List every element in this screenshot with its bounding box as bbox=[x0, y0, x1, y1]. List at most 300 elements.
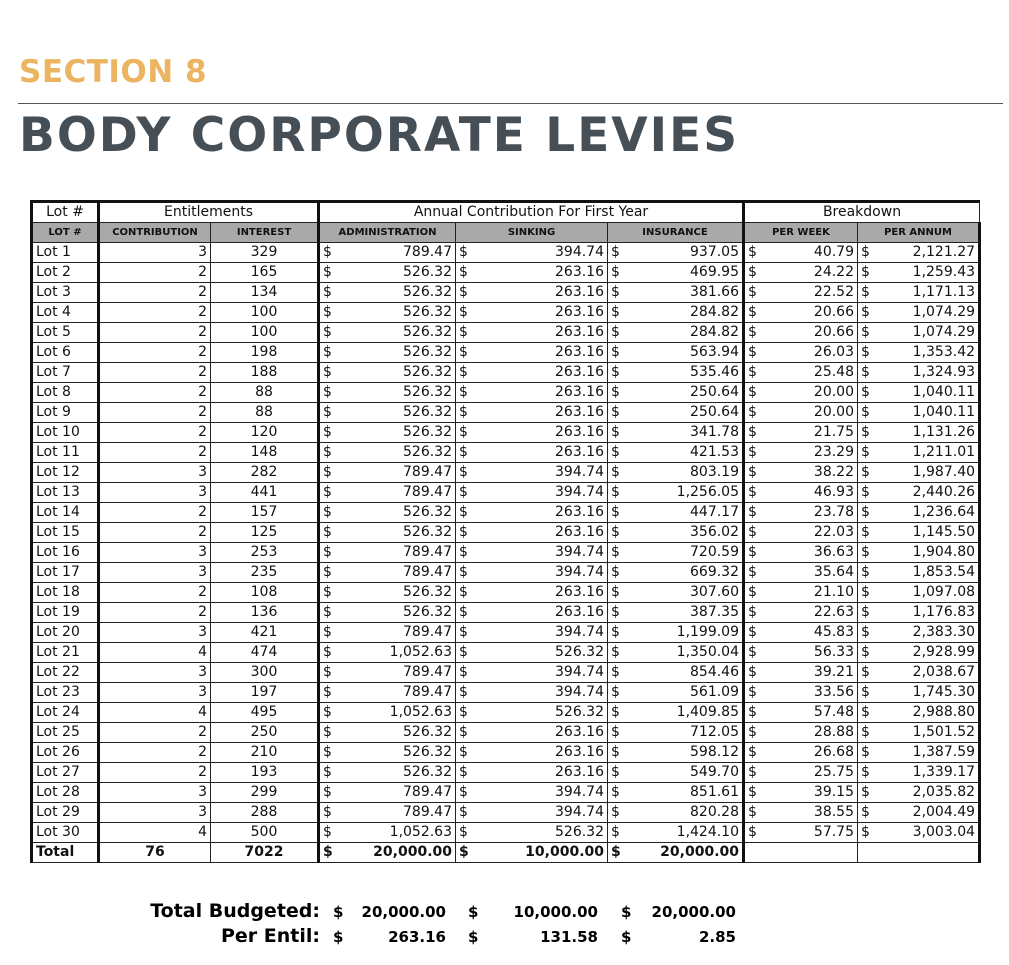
sinking-cell bbox=[456, 523, 608, 543]
interest-cell: 495 bbox=[211, 703, 319, 723]
amount: 526.32 bbox=[555, 824, 604, 840]
amount: 387.35 bbox=[690, 604, 739, 620]
currency-symbol: $ bbox=[861, 684, 870, 700]
per-week-cell bbox=[744, 263, 858, 283]
amount: 21.75 bbox=[813, 424, 854, 440]
currency-symbol: $ bbox=[323, 664, 332, 680]
currency-symbol: $ bbox=[459, 824, 468, 840]
lot-cell: Lot 20 bbox=[32, 623, 99, 643]
currency-symbol: $ bbox=[611, 564, 620, 580]
amount: 720.59 bbox=[690, 544, 739, 560]
currency-symbol: $ bbox=[459, 764, 468, 780]
currency-symbol: $ bbox=[611, 824, 620, 840]
currency-symbol: $ bbox=[323, 684, 332, 700]
currency-symbol: $ bbox=[861, 344, 870, 360]
amount: 24.22 bbox=[813, 264, 854, 280]
currency-symbol: $ bbox=[459, 464, 468, 480]
per-annum-cell bbox=[858, 403, 980, 423]
amount: 526.32 bbox=[555, 644, 604, 660]
currency-symbol: $ bbox=[323, 504, 332, 520]
amount: 263.16 bbox=[555, 424, 604, 440]
contribution-cell: 2 bbox=[99, 723, 211, 743]
table-row bbox=[32, 563, 980, 583]
interest-cell: 210 bbox=[211, 743, 319, 763]
amount: 263.16 bbox=[555, 584, 604, 600]
insurance-cell bbox=[608, 343, 744, 363]
lot-cell: Lot 16 bbox=[32, 543, 99, 563]
amount: 394.74 bbox=[555, 244, 604, 260]
amount: 56.33 bbox=[813, 644, 854, 660]
amount: 789.47 bbox=[403, 564, 452, 580]
currency-symbol: $ bbox=[748, 804, 757, 820]
amount: 526.32 bbox=[403, 604, 452, 620]
per-week-cell bbox=[744, 583, 858, 603]
per-week-cell bbox=[744, 663, 858, 683]
currency-symbol: $ bbox=[459, 664, 468, 680]
currency-symbol: $ bbox=[459, 624, 468, 640]
interest-cell: 288 bbox=[211, 803, 319, 823]
total-administration bbox=[319, 843, 456, 863]
column-header-lot: LOT # bbox=[32, 223, 99, 243]
lot-cell: Lot 9 bbox=[32, 403, 99, 423]
currency-symbol: $ bbox=[459, 784, 468, 800]
currency-symbol: $ bbox=[861, 404, 870, 420]
currency-symbol: $ bbox=[748, 564, 757, 580]
amount: 1,745.30 bbox=[912, 684, 976, 700]
currency-symbol: $ bbox=[611, 504, 620, 520]
currency-symbol: $ bbox=[323, 564, 332, 580]
currency-symbol: $ bbox=[611, 384, 620, 400]
lot-cell: Lot 10 bbox=[32, 423, 99, 443]
per-annum-cell bbox=[858, 243, 980, 263]
interest-cell: 253 bbox=[211, 543, 319, 563]
interest-cell: 188 bbox=[211, 363, 319, 383]
currency-symbol: $ bbox=[748, 504, 757, 520]
amount: 26.68 bbox=[813, 744, 854, 760]
lot-cell: Lot 13 bbox=[32, 483, 99, 503]
lot-cell: Lot 30 bbox=[32, 823, 99, 843]
amount: 1,424.10 bbox=[676, 824, 739, 840]
interest-cell: 108 bbox=[211, 583, 319, 603]
currency-symbol: $ bbox=[611, 584, 620, 600]
interest-cell: 88 bbox=[211, 383, 319, 403]
currency-symbol: $ bbox=[748, 644, 757, 660]
per-entil-value: 2.85 bbox=[698, 928, 736, 946]
currency-symbol: $ bbox=[323, 464, 332, 480]
insurance-cell bbox=[608, 303, 744, 323]
amount: 789.47 bbox=[403, 664, 452, 680]
administration-cell bbox=[319, 783, 456, 803]
total-sinking bbox=[456, 843, 608, 863]
per-annum-cell bbox=[858, 263, 980, 283]
per-week-cell bbox=[744, 743, 858, 763]
page-title: BODY CORPORATE LEVIES bbox=[19, 108, 740, 163]
sinking-cell bbox=[456, 803, 608, 823]
column-header-per-annum: PER ANNUM bbox=[858, 223, 980, 243]
amount: 1,501.52 bbox=[912, 724, 976, 740]
table-row bbox=[32, 343, 980, 363]
group-header-annual-contribution: Annual Contribution For First Year bbox=[319, 202, 744, 223]
amount: 394.74 bbox=[555, 464, 604, 480]
lot-cell: Lot 28 bbox=[32, 783, 99, 803]
sinking-cell bbox=[456, 723, 608, 743]
administration-cell bbox=[319, 583, 456, 603]
total-contribution: 76 bbox=[99, 843, 211, 863]
interest-cell: 134 bbox=[211, 283, 319, 303]
currency-symbol: $ bbox=[323, 624, 332, 640]
contribution-cell: 2 bbox=[99, 283, 211, 303]
amount: 1,074.29 bbox=[912, 324, 976, 340]
lot-cell: Lot 1 bbox=[32, 243, 99, 263]
amount: 421.53 bbox=[690, 444, 739, 460]
amount: 526.32 bbox=[403, 524, 452, 540]
sinking-cell bbox=[456, 263, 608, 283]
currency-symbol: $ bbox=[323, 824, 332, 840]
currency-symbol: $ bbox=[861, 564, 870, 580]
amount: 250.64 bbox=[690, 384, 739, 400]
currency-symbol: $ bbox=[323, 784, 332, 800]
amount: 22.52 bbox=[813, 284, 854, 300]
currency-symbol: $ bbox=[459, 804, 468, 820]
currency-symbol: $ bbox=[459, 264, 468, 280]
amount: 284.82 bbox=[690, 324, 739, 340]
per-annum-cell bbox=[858, 663, 980, 683]
insurance-cell bbox=[608, 783, 744, 803]
interest-cell: 329 bbox=[211, 243, 319, 263]
contribution-cell: 2 bbox=[99, 443, 211, 463]
per-week-cell bbox=[744, 283, 858, 303]
amount: 535.46 bbox=[690, 364, 739, 380]
per-annum-cell bbox=[858, 363, 980, 383]
amount: 38.55 bbox=[813, 804, 854, 820]
amount: 39.15 bbox=[813, 784, 854, 800]
currency-symbol: $ bbox=[459, 744, 468, 760]
amount: 526.32 bbox=[403, 344, 452, 360]
amount: 263.16 bbox=[555, 724, 604, 740]
currency-symbol: $ bbox=[611, 524, 620, 540]
currency-symbol: $ bbox=[748, 524, 757, 540]
amount: 263.16 bbox=[555, 284, 604, 300]
currency-symbol: $ bbox=[861, 464, 870, 480]
insurance-cell bbox=[608, 283, 744, 303]
amount: 789.47 bbox=[403, 804, 452, 820]
currency-symbol: $ bbox=[611, 664, 620, 680]
amount: 263.16 bbox=[555, 404, 604, 420]
administration-cell bbox=[319, 703, 456, 723]
amount: 563.94 bbox=[690, 344, 739, 360]
currency-symbol: $ bbox=[323, 284, 332, 300]
administration-cell bbox=[319, 523, 456, 543]
currency-symbol: $ bbox=[459, 324, 468, 340]
amount: 1,324.93 bbox=[912, 364, 976, 380]
table-row bbox=[32, 443, 980, 463]
amount: 263.16 bbox=[555, 384, 604, 400]
amount: 1,353.42 bbox=[912, 344, 976, 360]
amount: 394.74 bbox=[555, 544, 604, 560]
currency-symbol: $ bbox=[611, 604, 620, 620]
currency-symbol: $ bbox=[861, 764, 870, 780]
amount: 789.47 bbox=[403, 624, 452, 640]
amount: 46.93 bbox=[813, 484, 854, 500]
currency-symbol: $ bbox=[459, 524, 468, 540]
amount: 263.16 bbox=[555, 264, 604, 280]
administration-cell bbox=[319, 663, 456, 683]
administration-cell bbox=[319, 683, 456, 703]
amount: 263.16 bbox=[555, 764, 604, 780]
per-week-cell bbox=[744, 563, 858, 583]
per-week-cell bbox=[744, 443, 858, 463]
currency-symbol: $ bbox=[748, 684, 757, 700]
interest-cell: 282 bbox=[211, 463, 319, 483]
currency-symbol: $ bbox=[459, 584, 468, 600]
group-header-lot: Lot # bbox=[32, 202, 99, 223]
currency-symbol: $ bbox=[748, 464, 757, 480]
amount: 23.78 bbox=[813, 504, 854, 520]
per-week-cell bbox=[744, 803, 858, 823]
amount: 1,236.64 bbox=[912, 504, 976, 520]
insurance-cell bbox=[608, 603, 744, 623]
contribution-cell: 2 bbox=[99, 383, 211, 403]
insurance-cell bbox=[608, 423, 744, 443]
amount: 1,199.09 bbox=[676, 624, 739, 640]
amount: 526.32 bbox=[403, 744, 452, 760]
insurance-cell bbox=[608, 683, 744, 703]
currency-symbol: $ bbox=[611, 284, 620, 300]
section-label: SECTION 8 bbox=[19, 54, 208, 90]
currency-symbol: $ bbox=[323, 584, 332, 600]
sinking-cell bbox=[456, 563, 608, 583]
amount: 526.32 bbox=[403, 444, 452, 460]
sinking-cell bbox=[456, 443, 608, 463]
currency-symbol: $ bbox=[611, 444, 620, 460]
currency-symbol: $ bbox=[323, 324, 332, 340]
currency-symbol: $ bbox=[468, 903, 479, 921]
currency-symbol: $ bbox=[861, 704, 870, 720]
administration-cell bbox=[319, 283, 456, 303]
total-row bbox=[32, 843, 980, 863]
currency-symbol: $ bbox=[459, 544, 468, 560]
currency-symbol: $ bbox=[611, 364, 620, 380]
contribution-cell: 3 bbox=[99, 483, 211, 503]
table-row bbox=[32, 323, 980, 343]
amount: 789.47 bbox=[403, 464, 452, 480]
administration-cell bbox=[319, 363, 456, 383]
amount: 39.21 bbox=[813, 664, 854, 680]
table-row bbox=[32, 463, 980, 483]
sinking-cell bbox=[456, 703, 608, 723]
currency-symbol: $ bbox=[861, 824, 870, 840]
column-header-per-week: PER WEEK bbox=[744, 223, 858, 243]
sinking-cell bbox=[456, 763, 608, 783]
lot-cell: Lot 17 bbox=[32, 563, 99, 583]
amount: 1,987.40 bbox=[912, 464, 976, 480]
sinking-cell bbox=[456, 383, 608, 403]
lot-cell: Lot 5 bbox=[32, 323, 99, 343]
per-week-cell bbox=[744, 543, 858, 563]
amount: 526.32 bbox=[403, 264, 452, 280]
budget-summary bbox=[0, 900, 800, 950]
currency-symbol: $ bbox=[748, 664, 757, 680]
amount: 789.47 bbox=[403, 544, 452, 560]
interest-cell: 125 bbox=[211, 523, 319, 543]
currency-symbol: $ bbox=[861, 284, 870, 300]
contribution-cell: 2 bbox=[99, 263, 211, 283]
currency-symbol: $ bbox=[611, 244, 620, 260]
currency-symbol: $ bbox=[861, 784, 870, 800]
per-entil-value: 263.16 bbox=[388, 928, 446, 946]
contribution-cell: 4 bbox=[99, 703, 211, 723]
amount: 20.66 bbox=[813, 304, 854, 320]
contribution-cell: 4 bbox=[99, 643, 211, 663]
administration-cell bbox=[319, 383, 456, 403]
per-week-cell bbox=[744, 323, 858, 343]
group-header-breakdown: Breakdown bbox=[744, 202, 980, 223]
currency-symbol: $ bbox=[459, 504, 468, 520]
table-row bbox=[32, 743, 980, 763]
administration-cell bbox=[319, 323, 456, 343]
amount: 526.32 bbox=[403, 404, 452, 420]
divider bbox=[18, 103, 1003, 104]
contribution-cell: 3 bbox=[99, 243, 211, 263]
amount: 789.47 bbox=[403, 684, 452, 700]
table-row bbox=[32, 283, 980, 303]
sinking-cell bbox=[456, 403, 608, 423]
interest-cell: 197 bbox=[211, 683, 319, 703]
currency-symbol: $ bbox=[748, 384, 757, 400]
amount: 394.74 bbox=[555, 684, 604, 700]
per-week-cell bbox=[744, 783, 858, 803]
table-row bbox=[32, 763, 980, 783]
currency-symbol: $ bbox=[323, 744, 332, 760]
amount: 2,440.26 bbox=[912, 484, 976, 500]
contribution-cell: 3 bbox=[99, 543, 211, 563]
amount: 1,145.50 bbox=[912, 524, 976, 540]
currency-symbol: $ bbox=[861, 804, 870, 820]
per-week-cell bbox=[744, 763, 858, 783]
currency-symbol: $ bbox=[459, 704, 468, 720]
currency-symbol: $ bbox=[861, 524, 870, 540]
amount: 284.82 bbox=[690, 304, 739, 320]
amount: 263.16 bbox=[555, 524, 604, 540]
currency-symbol: $ bbox=[323, 604, 332, 620]
table-row bbox=[32, 543, 980, 563]
interest-cell: 100 bbox=[211, 303, 319, 323]
sinking-cell bbox=[456, 543, 608, 563]
administration-cell bbox=[319, 463, 456, 483]
amount: 263.16 bbox=[555, 504, 604, 520]
total-per-annum bbox=[858, 843, 980, 863]
currency-symbol: $ bbox=[748, 364, 757, 380]
currency-symbol: $ bbox=[459, 564, 468, 580]
amount: 2,928.99 bbox=[912, 644, 976, 660]
per-week-cell bbox=[744, 603, 858, 623]
lot-cell: Lot 3 bbox=[32, 283, 99, 303]
insurance-cell bbox=[608, 723, 744, 743]
insurance-cell bbox=[608, 243, 744, 263]
per-week-cell bbox=[744, 343, 858, 363]
administration-cell bbox=[319, 723, 456, 743]
amount: 447.17 bbox=[690, 504, 739, 520]
contribution-cell: 2 bbox=[99, 343, 211, 363]
amount: 1,853.54 bbox=[912, 564, 976, 580]
column-header-contribution: CONTRIBUTION bbox=[99, 223, 211, 243]
total-interest: 7022 bbox=[211, 843, 319, 863]
amount: 394.74 bbox=[555, 624, 604, 640]
per-annum-cell bbox=[858, 623, 980, 643]
currency-symbol: $ bbox=[459, 244, 468, 260]
lot-cell: Lot 25 bbox=[32, 723, 99, 743]
currency-symbol: $ bbox=[611, 844, 621, 860]
amount: 394.74 bbox=[555, 804, 604, 820]
currency-symbol: $ bbox=[459, 844, 469, 860]
sinking-cell bbox=[456, 483, 608, 503]
administration-cell bbox=[319, 563, 456, 583]
per-annum-cell bbox=[858, 423, 980, 443]
per-annum-cell bbox=[858, 683, 980, 703]
administration-cell bbox=[319, 343, 456, 363]
sinking-cell bbox=[456, 623, 608, 643]
currency-symbol: $ bbox=[861, 384, 870, 400]
amount: 20.00 bbox=[813, 404, 854, 420]
per-week-cell bbox=[744, 383, 858, 403]
currency-symbol: $ bbox=[748, 704, 757, 720]
insurance-cell bbox=[608, 363, 744, 383]
currency-symbol: $ bbox=[611, 344, 620, 360]
amount: 526.32 bbox=[403, 364, 452, 380]
amount: 23.29 bbox=[813, 444, 854, 460]
group-header-entitlements: Entitlements bbox=[99, 202, 319, 223]
column-header-sinking: SINKING bbox=[456, 223, 608, 243]
amount: 10,000.00 bbox=[525, 844, 604, 860]
table-row bbox=[32, 723, 980, 743]
administration-cell bbox=[319, 603, 456, 623]
contribution-cell: 3 bbox=[99, 463, 211, 483]
amount: 1,339.17 bbox=[912, 764, 976, 780]
amount: 669.32 bbox=[690, 564, 739, 580]
per-week-cell bbox=[744, 403, 858, 423]
amount: 1,052.63 bbox=[389, 644, 452, 660]
per-annum-cell bbox=[858, 383, 980, 403]
currency-symbol: $ bbox=[459, 364, 468, 380]
currency-symbol: $ bbox=[861, 724, 870, 740]
amount: 3,003.04 bbox=[912, 824, 976, 840]
currency-symbol: $ bbox=[611, 764, 620, 780]
amount: 526.32 bbox=[403, 504, 452, 520]
amount: 2,038.67 bbox=[912, 664, 976, 680]
currency-symbol: $ bbox=[459, 644, 468, 660]
currency-symbol: $ bbox=[611, 744, 620, 760]
insurance-cell bbox=[608, 463, 744, 483]
sinking-cell bbox=[456, 643, 608, 663]
lot-cell: Lot 24 bbox=[32, 703, 99, 723]
interest-cell: 165 bbox=[211, 263, 319, 283]
per-week-cell bbox=[744, 823, 858, 843]
lot-cell: Lot 2 bbox=[32, 263, 99, 283]
currency-symbol: $ bbox=[333, 903, 344, 921]
per-entil-value: 131.58 bbox=[540, 928, 598, 946]
lot-cell: Lot 18 bbox=[32, 583, 99, 603]
insurance-cell bbox=[608, 763, 744, 783]
currency-symbol: $ bbox=[861, 484, 870, 500]
amount: 33.56 bbox=[813, 684, 854, 700]
currency-symbol: $ bbox=[323, 404, 332, 420]
per-annum-cell bbox=[858, 303, 980, 323]
contribution-cell: 3 bbox=[99, 783, 211, 803]
amount: 526.32 bbox=[403, 304, 452, 320]
currency-symbol: $ bbox=[611, 684, 620, 700]
amount: 1,171.13 bbox=[912, 284, 976, 300]
amount: 851.61 bbox=[690, 784, 739, 800]
